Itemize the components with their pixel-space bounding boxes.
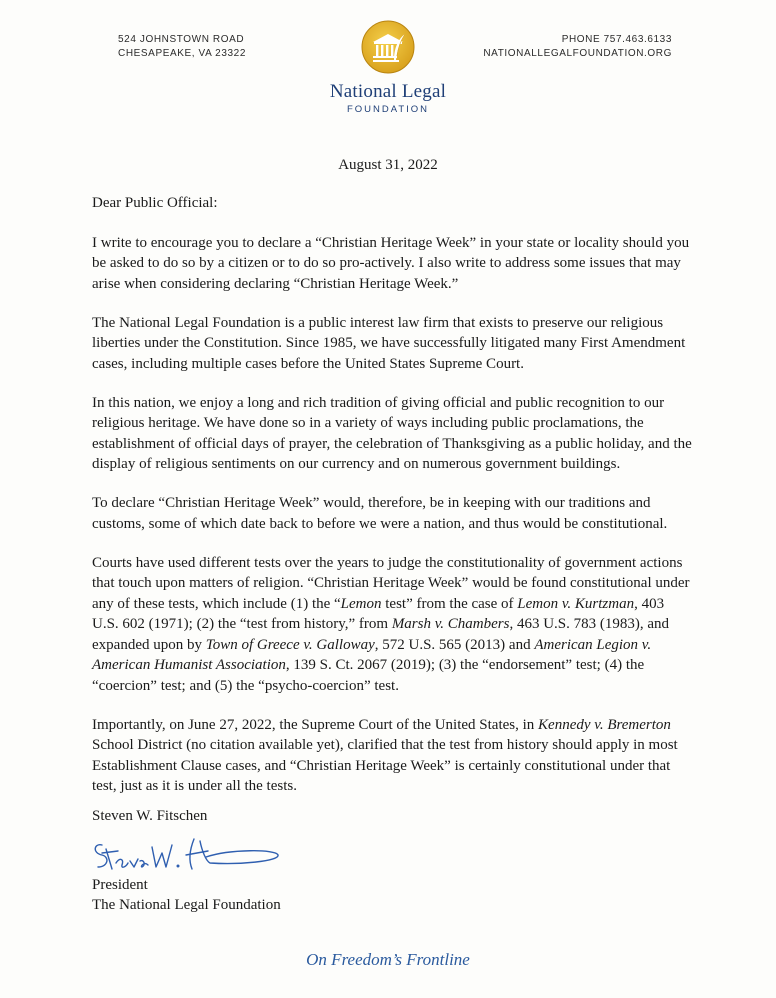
p5-text-1: Courts have used different tests over the years to judge the constitutionality of government actions that touch upon matters of religion. “Christian Heritage Week” would be found constitutional under any of these tests, which include (1) the “ — [92, 554, 690, 612]
signer-organization: The National Legal Foundation — [92, 897, 281, 913]
signer-title: President — [92, 876, 148, 893]
p5-text-3: , 403 U.S. 602 (1971); (2) the “test from history,” from — [92, 595, 665, 632]
case-name: American Legion v. American Humanist Association — [92, 636, 652, 673]
p5-text-4: , 463 U.S. 783 (1983), and expanded upon by — [92, 616, 670, 653]
paragraph-6 — [92, 715, 692, 797]
signature-block — [92, 806, 290, 916]
case-name: Town of Greece v. Galloway — [205, 636, 375, 653]
paragraph-2: The National Legal Foundation is a public interest law firm that exists to preserve our religious liberties under the Constitution. Since 1985, we have successfully litigated many First Amendment cases, including multiple cases before the United States Supreme Court. — [92, 314, 686, 372]
org-subtitle: FOUNDATION — [346, 104, 430, 115]
p5-text-5: , 572 U.S. 565 (2013) and — [374, 636, 535, 653]
letter-date: August 31, 2022 — [338, 157, 438, 173]
paragraph-3: In this nation, we enjoy a long and rich tradition of giving official and public recognition to our religious heritage. We have done so in a variety of ways including public proclamations, the establishment of official days of prayer, the celebration of Thanksgiving as a public holiday, and the display of religious sentiments on our currency and on numerous government buildings. — [92, 394, 692, 472]
p5-text-2: test” from the case of — [381, 595, 518, 612]
phone-number: PHONE 757.463.6133 — [561, 34, 672, 45]
paragraph-4: To declare “Christian Heritage Week” would, therefore, be in keeping with our traditions and customs, some of which date back to before we were a nation, and thus would be constitutional. — [92, 495, 668, 532]
paragraph-5 — [92, 553, 692, 697]
signer-name: Steven W. Fitschen — [92, 808, 208, 824]
logo — [0, 20, 776, 115]
address-line1: 524 JOHNSTOWN ROAD — [118, 34, 245, 45]
p6-text-1: Importantly, on June 27, 2022, the Supreme Court of the United States, in — [92, 716, 539, 733]
p6-text-2: School District (no citation available yet), clarified that the test from history should apply in most Establishment Clause cases, and “Christian Heritage Week” is certainly constitutional under that test, just as it is under all the tests. — [92, 737, 678, 794]
letter-body — [92, 193, 692, 815]
footer-tagline: On Freedom’s Frontline — [306, 950, 470, 969]
case-name: Kennedy v. Bremerton — [538, 716, 671, 733]
paragraph-1: I write to encourage you to declare a “Christian Heritage Week” in your state or locality should you be asked to do so by a citizen or to do so pro-actively. I also write to address some issues that may arise when considering declaring “Christian Heritage Week.” — [92, 234, 690, 292]
org-name: National Legal — [329, 81, 447, 102]
handwritten-signature — [90, 831, 290, 875]
case-name: Lemon — [340, 595, 382, 612]
salutation: Dear Public Official: — [92, 195, 218, 211]
case-name: Lemon v. Kurtzman — [517, 595, 635, 612]
case-name: Marsh v. Chambers — [391, 616, 510, 632]
website-link: NATIONALLEGALFOUNDATION.ORG — [483, 48, 672, 59]
p5-text-6: , 139 S. Ct. 2067 (2019); (3) the “endorsement” test; (4) the “coercion” test; and (5) the “psycho-coercion” test. — [92, 657, 645, 694]
foundation-seal-icon — [361, 20, 415, 74]
address-line2: CHESAPEAKE, VA 23322 — [118, 48, 246, 59]
